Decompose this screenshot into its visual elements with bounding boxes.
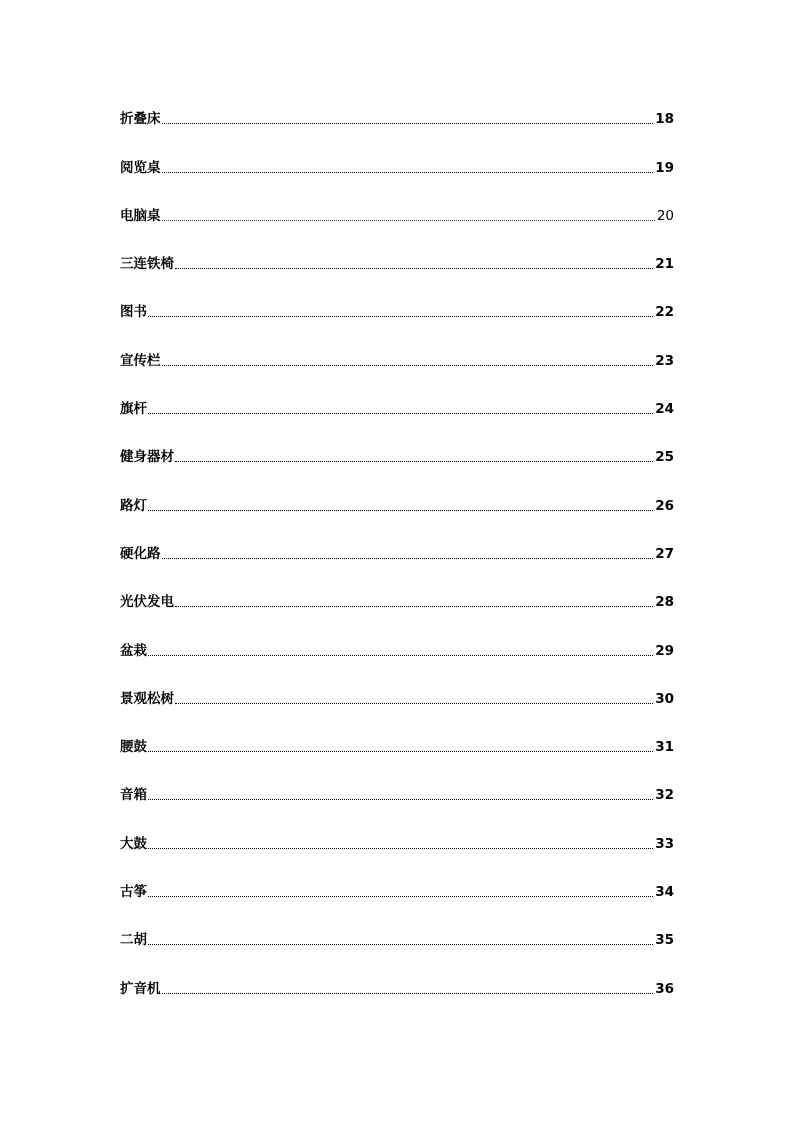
toc-entry[interactable] <box>120 105 674 153</box>
toc-dot-leader <box>148 413 653 414</box>
toc-entry-page: 33 <box>655 835 674 852</box>
toc-dot-leader <box>175 703 653 704</box>
toc-dot-leader <box>148 896 653 897</box>
toc-dot-leader <box>148 510 653 511</box>
toc-dot-leader <box>175 268 653 269</box>
toc-dot-leader <box>175 606 653 607</box>
toc-entry-title: 古筝 <box>120 884 147 901</box>
toc-entry[interactable] <box>120 202 674 250</box>
toc-entry[interactable] <box>120 685 674 733</box>
toc-dot-leader <box>162 558 654 559</box>
toc-entry-title: 图书 <box>120 304 147 321</box>
toc-dot-leader <box>162 172 654 173</box>
toc-dot-leader <box>175 461 653 462</box>
toc-entry-title: 二胡 <box>120 932 147 949</box>
toc-entry-page: 24 <box>655 401 674 418</box>
toc-dot-leader <box>148 944 653 945</box>
toc-entry-title: 音箱 <box>120 787 147 804</box>
toc-entry-page: 19 <box>655 159 674 176</box>
toc-entry[interactable] <box>120 588 674 636</box>
toc-entry-title: 健身器材 <box>120 449 174 466</box>
toc-dot-leader <box>148 655 653 656</box>
toc-entry[interactable] <box>120 298 674 346</box>
toc-dot-leader <box>162 220 655 221</box>
toc-entry-title: 光伏发电 <box>120 594 174 611</box>
toc-entry[interactable] <box>120 443 674 491</box>
toc-entry-page: 22 <box>655 304 674 321</box>
toc-entry-title: 景观松树 <box>120 690 174 707</box>
toc-entry[interactable] <box>120 395 674 443</box>
toc-entry[interactable] <box>120 250 674 298</box>
toc-entry-title: 宣传栏 <box>120 352 161 369</box>
toc-entry-page: 36 <box>655 980 674 997</box>
toc-entry[interactable] <box>120 733 674 781</box>
toc-dot-leader <box>162 365 654 366</box>
toc-entry[interactable] <box>120 491 674 539</box>
toc-entry-title: 盆栽 <box>120 642 147 659</box>
toc-dot-leader <box>148 316 653 317</box>
toc-entry-page: 31 <box>655 739 674 756</box>
toc-entry-page: 32 <box>655 787 674 804</box>
toc-entry-title: 腰鼓 <box>120 739 147 756</box>
toc-entry-page: 34 <box>655 884 674 901</box>
toc-entry[interactable] <box>120 346 674 394</box>
toc-entry-page: 23 <box>655 352 674 369</box>
toc-entry-title: 折叠床 <box>120 111 161 128</box>
toc-entry-page: 18 <box>655 111 674 128</box>
toc-entry-page: 29 <box>655 642 674 659</box>
toc-entry-title: 硬化路 <box>120 545 161 562</box>
toc-dot-leader <box>162 993 654 994</box>
toc-entry-page: 28 <box>655 594 674 611</box>
toc-entry-page: 25 <box>655 449 674 466</box>
toc-entry-page: 26 <box>655 497 674 514</box>
table-of-contents <box>120 105 674 1023</box>
toc-entry-title: 阅览桌 <box>120 159 161 176</box>
toc-entry-title: 大鼓 <box>120 835 147 852</box>
toc-entry-title: 三连铁椅 <box>120 256 174 273</box>
toc-entry[interactable] <box>120 153 674 201</box>
toc-entry[interactable] <box>120 540 674 588</box>
toc-dot-leader <box>148 799 653 800</box>
toc-entry-page: 20 <box>656 207 674 224</box>
toc-dot-leader <box>162 123 654 124</box>
toc-entry[interactable] <box>120 974 674 1022</box>
toc-entry-title: 扩音机 <box>120 980 161 997</box>
toc-entry-title: 电脑桌 <box>120 207 161 224</box>
toc-entry-page: 30 <box>655 690 674 707</box>
toc-dot-leader <box>148 848 653 849</box>
toc-entry-page: 35 <box>655 932 674 949</box>
toc-entry-page: 21 <box>655 256 674 273</box>
toc-entry[interactable] <box>120 781 674 829</box>
toc-entry[interactable] <box>120 636 674 684</box>
toc-entry[interactable] <box>120 829 674 877</box>
toc-entry-page: 27 <box>655 545 674 562</box>
toc-entry[interactable] <box>120 878 674 926</box>
toc-entry[interactable] <box>120 926 674 974</box>
toc-dot-leader <box>148 751 653 752</box>
toc-entry-title: 路灯 <box>120 497 147 514</box>
toc-entry-title: 旗杆 <box>120 401 147 418</box>
